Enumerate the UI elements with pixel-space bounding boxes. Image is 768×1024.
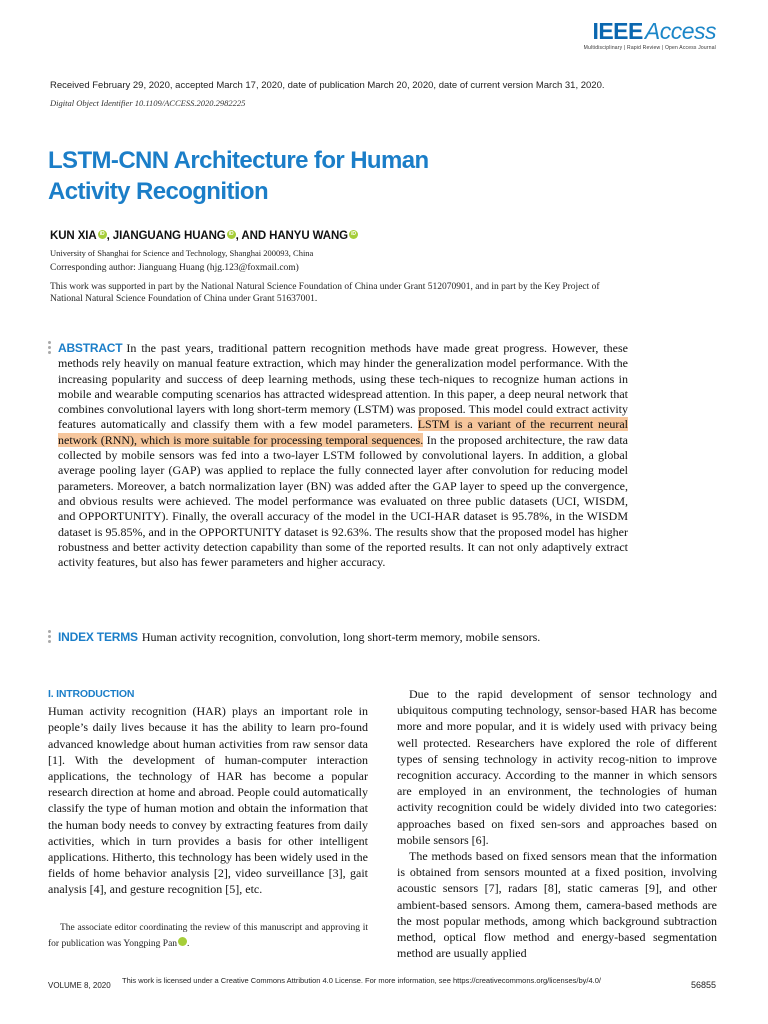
intro-paragraph-3: The methods based on fixed sensors mean that the information is obtained from sensors mounted at a fixed position, involving acoustic sensors [7], radars [8], static cameras [9], and other ambient-based sensors. Among them, camera-based methods are the most popular methods, among which background subtraction method, optical flow method and energy-based segmentation method are usually applied (397, 849, 717, 961)
author-2: , JIANGUANG HUANG (106, 230, 226, 242)
abstract-label: ABSTRACT (58, 341, 123, 355)
abstract-text-b: In the proposed architecture, the raw data collected by mobile sensors was fed into a two-layer LSTM followed by convolutional layers. In addition, a global average pooling layer (GAP) was applied to replace the fully connected layer after convolution for reducing model parameters. Moreover, a batch normalization layer (BN) was added after the GAP layer to speed up the convergence, and obvious results were achieved. The model performance was evaluated on three public datasets (UCI, WISDM, and OPPORTUNITY). Finally, the overall accuracy of the model in the UCI-HAR dataset is 95.78%, in the WISDM dataset is 95.85%, and in the OPPORTUNITY dataset is 92.63%. The results show that the proposed model has higher robustness and better activity detection capability than some of the reported results. It can not only adaptively extract activity features, but also has fewer parameters and higher accuracy. (58, 432, 628, 570)
index-terms-text: Human activity recognition, convolution, long short-term memory, mobile sensors. (141, 630, 541, 644)
index-terms (58, 630, 638, 645)
editor-footnote (48, 920, 368, 952)
author-3: , AND HANYU WANG (235, 230, 348, 242)
journal-name-ieee: IEEE (592, 18, 643, 44)
received-dates: Received February 29, 2020, accepted March 17, 2020, date of publication March 20, 2020, date of current version March 31, 2020. (50, 80, 605, 91)
abstract-text-a: In the past years, traditional pattern recognition methods have made great progress. However, these methods rely heavily on manual feature extraction, which may hinder the generalization model performance. With the increasing popularity and success of deep learning methods, using these tech-niques to recognize human actions in mobile and wearable computing scenarios has attracted widespread attention. In this paper, a deep neural network that combines convolutional layers with long short-term memory (LSTM) was proposed. This model could extract activity features automatically and classify them with a few model parameters. (58, 341, 628, 432)
right-column (397, 686, 717, 961)
funding-statement: This work was supported in part by the National Natural Science Foundation of China under Grant 512070901, and in part by the Key Project of National Natural Science Foundation of China under Grant 51637001. (50, 282, 600, 304)
index-terms-marker (48, 630, 52, 645)
orcid-icon[interactable]: iD (98, 230, 107, 239)
journal-name (584, 18, 716, 44)
footnote-text: The associate editor coordinating the review of this manuscript and approving it for publication was Yongping Pan (48, 923, 368, 949)
orcid-icon[interactable]: iD (178, 937, 187, 946)
introduction-heading: I. INTRODUCTION (48, 688, 135, 700)
footnote-end: . (187, 939, 190, 949)
paper-title (48, 145, 648, 207)
author-list (50, 230, 358, 242)
intro-paragraph-2: Due to the rapid development of sensor technology and ubiquitous computing technology, sensor-based HAR has become more and more popular, and it is widely used with privacy being well protected. Researchers have explored the role of different types of sensing technology in activity recog-nition to improve recognition accuracy. According to the manner in which sensors are employed in an environment, the technologies of human activity recognition could be widely divided into two categories: approaches based on fixed sen-sors and approaches based on mobile sensors [6]. (397, 687, 717, 847)
left-column (48, 686, 368, 898)
journal-tagline: Multidisciplinary | Rapid Review | Open Access Journal (583, 45, 716, 51)
journal-logo (584, 18, 716, 51)
journal-name-access: Access (644, 18, 716, 44)
doi: Digital Object Identifier 10.1109/ACCESS.2020.2982225 (50, 98, 246, 108)
affiliation: University of Shanghai for Science and Technology, Shanghai 200093, China (50, 248, 314, 258)
paper-title-line1: LSTM-CNN Architecture for Human (48, 147, 429, 174)
paper-title-line2: Activity Recognition (48, 178, 269, 205)
corresponding-author: Corresponding author: Jianguang Huang (hjg.123@foxmail.com) (50, 263, 299, 273)
footer-license[interactable]: This work is licensed under a Creative Commons Attribution 4.0 License. For more information, see https://creativecommons.org/licenses/by/4.0/ (122, 976, 601, 985)
abstract (58, 341, 628, 570)
page-number: 56855 (690, 980, 716, 990)
intro-paragraph-1: Human activity recognition (HAR) plays an important role in people’s daily lives because it has the ability to learn pro-found advanced knowledge about human activities from raw sensor data [1]. With the development of human-computer interaction applications, the technology of HAR has become a popular research direction at home and abroad. People could automatically classify the type of human motion and obtain the information that the human body needs to convey by extracting features from daily activities, which in turn provides a basis for other intelligent applications. Hitherto, this technology has been widely used in the fields of home behavior analysis [2], video surveillance [3], gait analysis [4], and gesture recognition [5], etc. (48, 704, 368, 897)
abstract-marker (48, 341, 52, 356)
index-terms-label: INDEX TERMS (58, 630, 138, 644)
author-1: KUN XIA (50, 230, 97, 242)
abstract-highlight: LSTM is a variant of the recurrent neural network (RNN), which is more suitable for processing temporal sequences. (58, 417, 628, 447)
orcid-icon[interactable]: iD (227, 230, 236, 239)
orcid-icon[interactable]: iD (349, 230, 358, 239)
footer-volume: VOLUME 8, 2020 (48, 981, 111, 990)
